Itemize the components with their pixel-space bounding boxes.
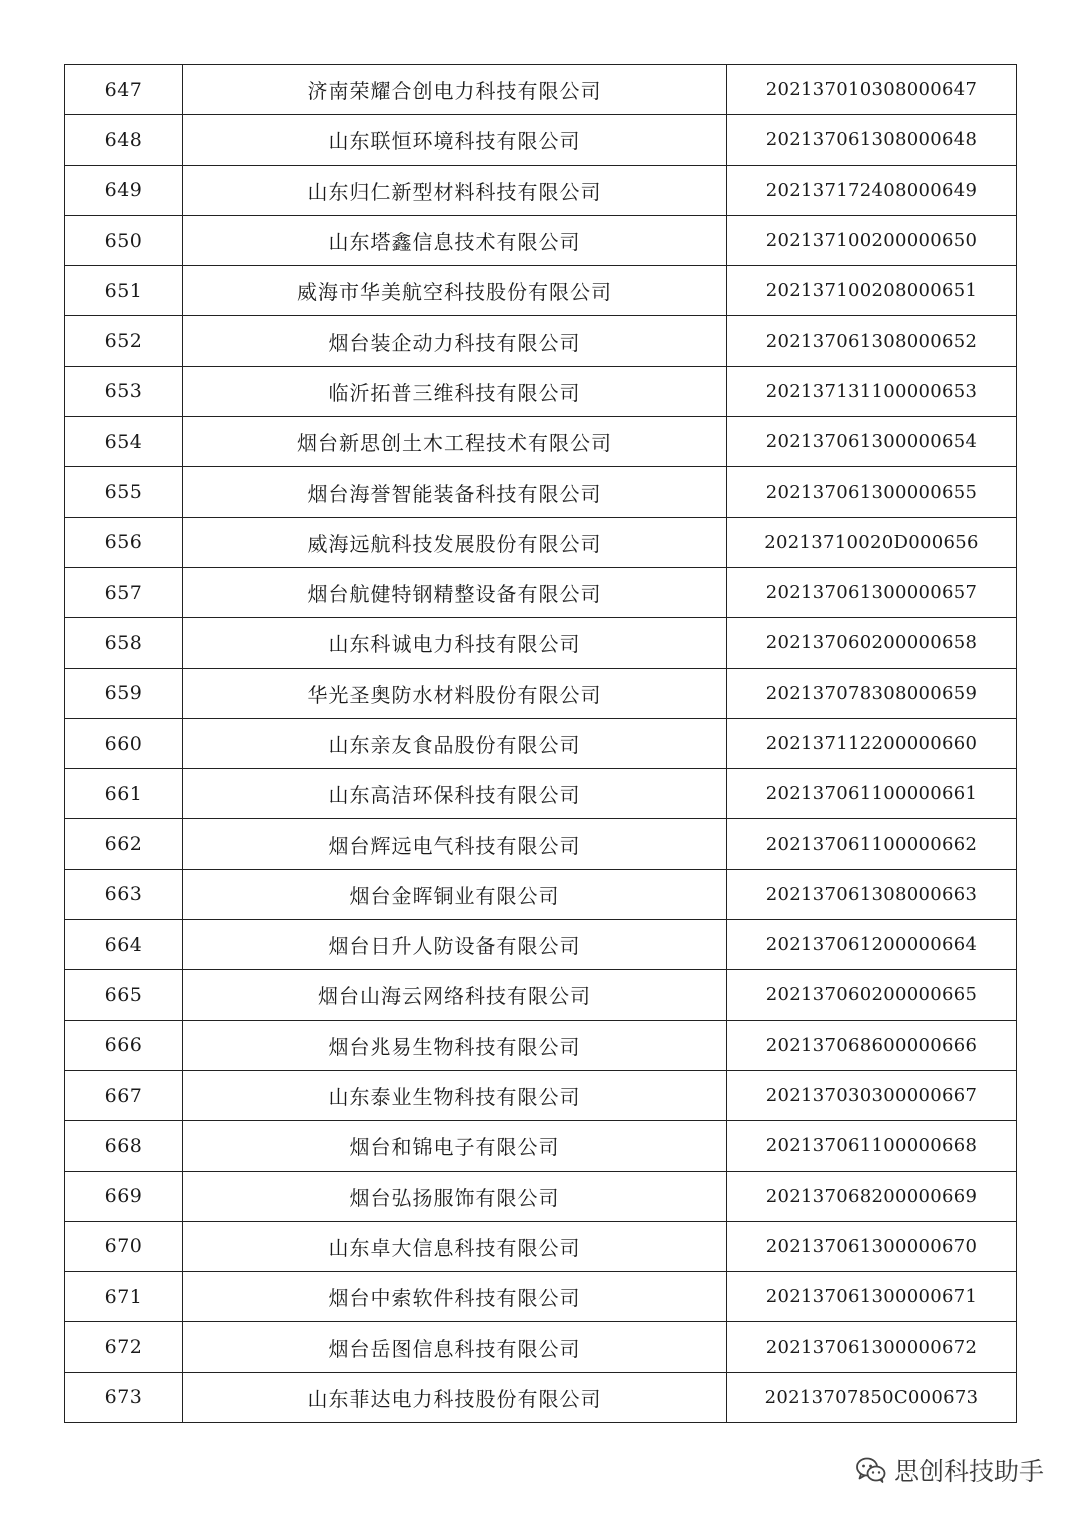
table-row [65, 618, 1017, 668]
table-row [65, 417, 1017, 467]
table-row [65, 467, 1017, 517]
row-number-cell: 667 [65, 1070, 183, 1120]
watermark [856, 1452, 1044, 1488]
registration-code-cell: 202137061300000671 [727, 1272, 1017, 1322]
company-name-cell: 山东塔鑫信息技术有限公司 [183, 215, 727, 265]
row-number-cell: 655 [65, 467, 183, 517]
company-name-cell: 烟台中索软件科技有限公司 [183, 1272, 727, 1322]
company-name-cell: 烟台航健特钢精整设备有限公司 [183, 567, 727, 617]
company-name-cell: 烟台和锦电子有限公司 [183, 1121, 727, 1171]
registration-code-cell: 20213707850C000673 [727, 1372, 1017, 1422]
registration-code-cell: 202137061308000652 [727, 316, 1017, 366]
registration-code-cell: 202137061300000672 [727, 1322, 1017, 1372]
table-row [65, 1070, 1017, 1120]
row-number-cell: 647 [65, 65, 183, 115]
table-row [65, 366, 1017, 416]
row-number-cell: 656 [65, 517, 183, 567]
table-row [65, 769, 1017, 819]
company-name-cell: 烟台金晖铜业有限公司 [183, 869, 727, 919]
table-row [65, 819, 1017, 869]
registration-code-cell: 202137061300000654 [727, 417, 1017, 467]
table-row [65, 668, 1017, 718]
registration-code-cell: 202137010308000647 [727, 65, 1017, 115]
registration-code-cell: 202137061300000670 [727, 1221, 1017, 1271]
row-number-cell: 652 [65, 316, 183, 366]
company-name-cell: 临沂拓普三维科技有限公司 [183, 366, 727, 416]
company-name-cell: 山东联恒环境科技有限公司 [183, 115, 727, 165]
row-number-cell: 658 [65, 618, 183, 668]
registration-code-cell: 202137061308000648 [727, 115, 1017, 165]
company-name-cell: 山东菲达电力科技股份有限公司 [183, 1372, 727, 1422]
registration-code-cell: 202137068600000666 [727, 1020, 1017, 1070]
row-number-cell: 664 [65, 920, 183, 970]
company-list-table-wrapper [64, 64, 1016, 1423]
company-name-cell: 山东泰业生物科技有限公司 [183, 1070, 727, 1120]
row-number-cell: 671 [65, 1272, 183, 1322]
table-row [65, 266, 1017, 316]
company-name-cell: 济南荣耀合创电力科技有限公司 [183, 65, 727, 115]
registration-code-cell: 202137078308000659 [727, 668, 1017, 718]
table-row [65, 517, 1017, 567]
company-name-cell: 威海远航科技发展股份有限公司 [183, 517, 727, 567]
registration-code-cell: 202137100200000650 [727, 215, 1017, 265]
company-name-cell: 山东卓大信息科技有限公司 [183, 1221, 727, 1271]
registration-code-cell: 202137060200000665 [727, 970, 1017, 1020]
row-number-cell: 673 [65, 1372, 183, 1422]
row-number-cell: 657 [65, 567, 183, 617]
row-number-cell: 669 [65, 1171, 183, 1221]
row-number-cell: 670 [65, 1221, 183, 1271]
company-name-cell: 山东归仁新型材料科技有限公司 [183, 165, 727, 215]
registration-code-cell: 202137061200000664 [727, 920, 1017, 970]
company-name-cell: 烟台新思创土木工程技术有限公司 [183, 417, 727, 467]
row-number-cell: 663 [65, 869, 183, 919]
table-row [65, 869, 1017, 919]
row-number-cell: 660 [65, 718, 183, 768]
table-row [65, 1171, 1017, 1221]
registration-code-cell: 202137061300000657 [727, 567, 1017, 617]
registration-code-cell: 202137030300000667 [727, 1070, 1017, 1120]
company-name-cell: 烟台山海云网络科技有限公司 [183, 970, 727, 1020]
row-number-cell: 651 [65, 266, 183, 316]
table-row [65, 65, 1017, 115]
company-list-table [64, 64, 1017, 1423]
company-name-cell: 烟台岳图信息科技有限公司 [183, 1322, 727, 1372]
row-number-cell: 648 [65, 115, 183, 165]
table-row [65, 1121, 1017, 1171]
registration-code-cell: 202137060200000658 [727, 618, 1017, 668]
company-name-cell: 烟台兆易生物科技有限公司 [183, 1020, 727, 1070]
registration-code-cell: 202137068200000669 [727, 1171, 1017, 1221]
registration-code-cell: 202137061308000663 [727, 869, 1017, 919]
registration-code-cell: 202137061300000655 [727, 467, 1017, 517]
company-name-cell: 威海市华美航空科技股份有限公司 [183, 266, 727, 316]
registration-code-cell: 202137131100000653 [727, 366, 1017, 416]
table-row [65, 215, 1017, 265]
registration-code-cell: 202137172408000649 [727, 165, 1017, 215]
table-row [65, 115, 1017, 165]
row-number-cell: 666 [65, 1020, 183, 1070]
table-row [65, 1020, 1017, 1070]
row-number-cell: 661 [65, 769, 183, 819]
wechat-icon [856, 1457, 886, 1483]
table-row [65, 165, 1017, 215]
company-name-cell: 山东高洁环保科技有限公司 [183, 769, 727, 819]
company-name-cell: 华光圣奥防水材料股份有限公司 [183, 668, 727, 718]
company-name-cell: 山东亲友食品股份有限公司 [183, 718, 727, 768]
company-name-cell: 烟台辉远电气科技有限公司 [183, 819, 727, 869]
table-row [65, 1372, 1017, 1422]
row-number-cell: 654 [65, 417, 183, 467]
registration-code-cell: 20213710020D000656 [727, 517, 1017, 567]
registration-code-cell: 202137112200000660 [727, 718, 1017, 768]
table-row [65, 970, 1017, 1020]
row-number-cell: 649 [65, 165, 183, 215]
company-name-cell: 烟台装企动力科技有限公司 [183, 316, 727, 366]
registration-code-cell: 202137061100000661 [727, 769, 1017, 819]
table-row [65, 1322, 1017, 1372]
row-number-cell: 662 [65, 819, 183, 869]
row-number-cell: 659 [65, 668, 183, 718]
table-row [65, 316, 1017, 366]
table-row [65, 920, 1017, 970]
table-row [65, 1221, 1017, 1271]
company-name-cell: 山东科诚电力科技有限公司 [183, 618, 727, 668]
table-row [65, 1272, 1017, 1322]
registration-code-cell: 202137100208000651 [727, 266, 1017, 316]
company-name-cell: 烟台海誉智能装备科技有限公司 [183, 467, 727, 517]
table-row [65, 718, 1017, 768]
row-number-cell: 650 [65, 215, 183, 265]
row-number-cell: 665 [65, 970, 183, 1020]
registration-code-cell: 202137061100000662 [727, 819, 1017, 869]
row-number-cell: 672 [65, 1322, 183, 1372]
row-number-cell: 668 [65, 1121, 183, 1171]
company-name-cell: 烟台日升人防设备有限公司 [183, 920, 727, 970]
table-body [65, 65, 1017, 1423]
registration-code-cell: 202137061100000668 [727, 1121, 1017, 1171]
row-number-cell: 653 [65, 366, 183, 416]
company-name-cell: 烟台弘扬服饰有限公司 [183, 1171, 727, 1221]
watermark-label: 思创科技助手 [893, 1457, 1044, 1486]
table-row [65, 567, 1017, 617]
